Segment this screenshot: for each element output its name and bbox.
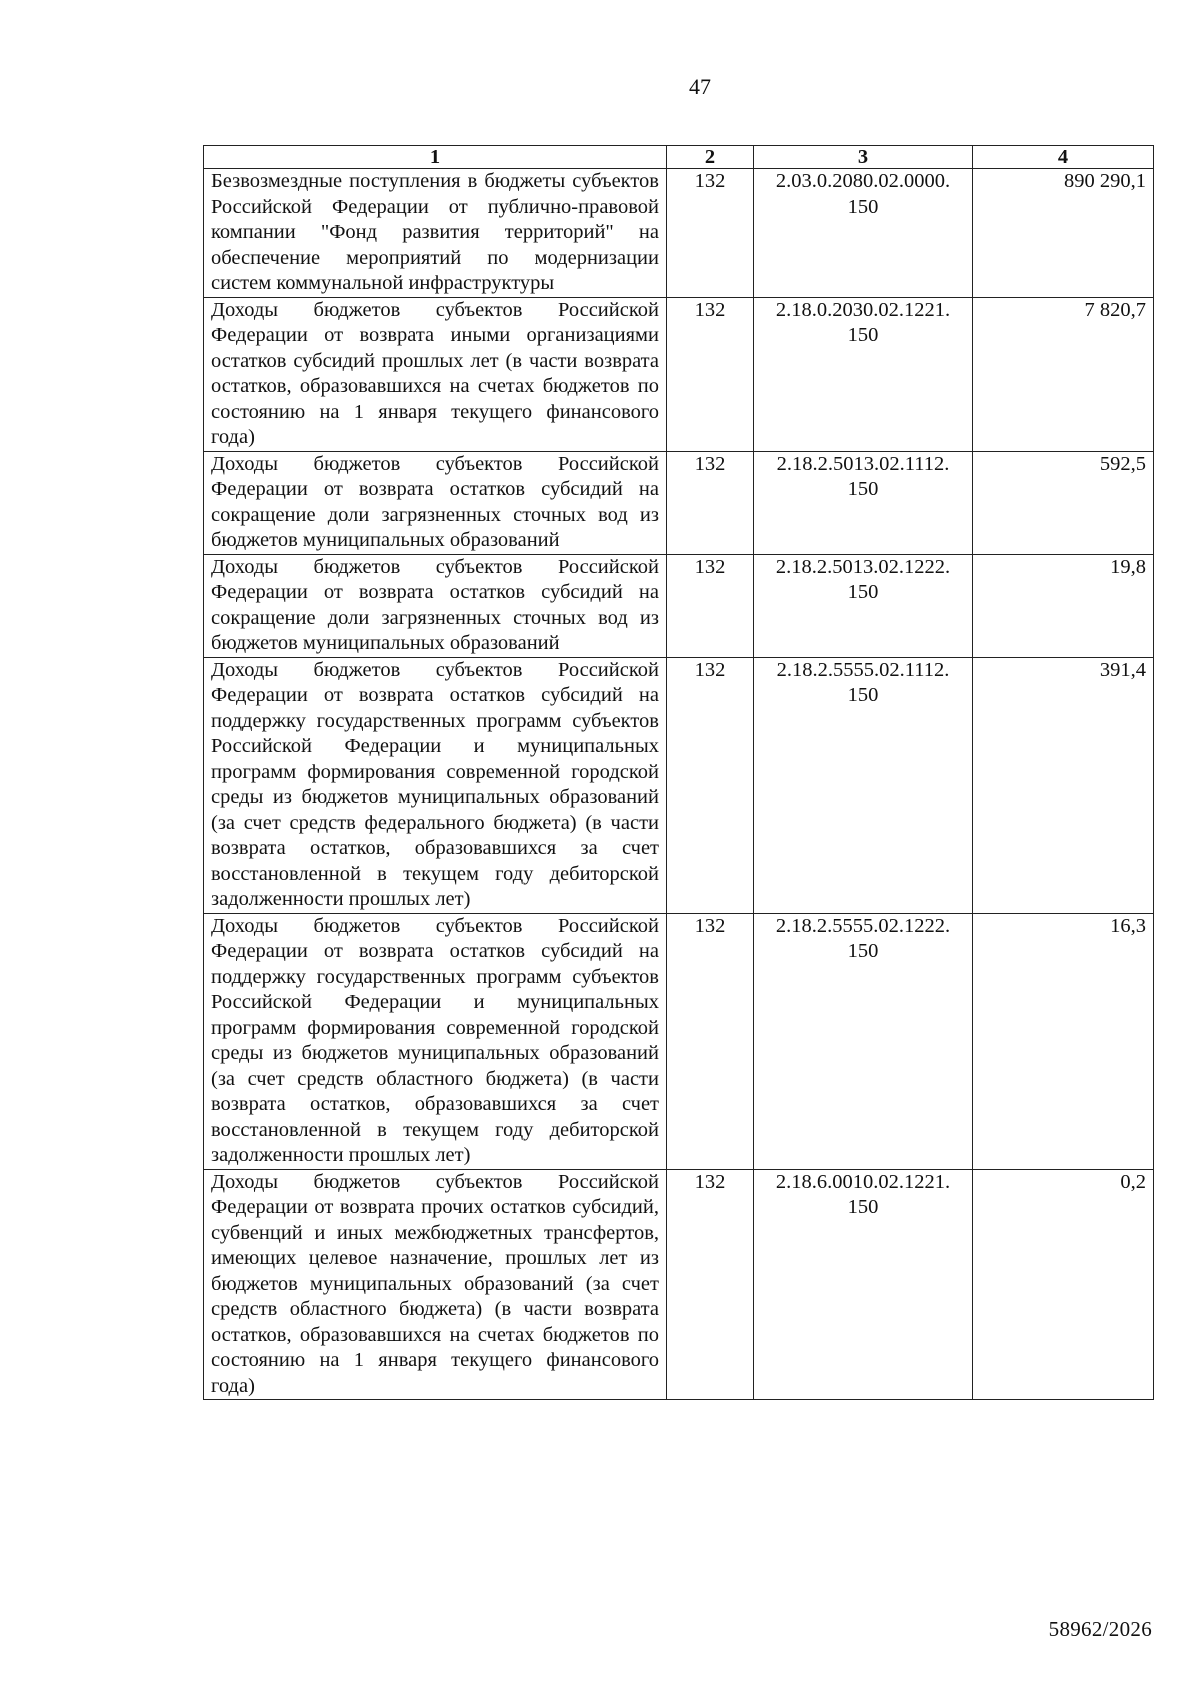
row-admin-code: 132 [667, 169, 754, 298]
row-admin-code: 132 [667, 657, 754, 913]
budget-code-main: 2.18.0.2030.02.1221. [775, 298, 951, 321]
row-budget-code [754, 554, 973, 657]
row-amount: 890 290,1 [973, 169, 1154, 298]
row-amount: 391,4 [973, 657, 1154, 913]
row-description: Доходы бюджетов субъектов Российской Федерации от возврата прочих остатков субсидий, субвенций и иных межбюджетных трансфертов, имеющих целевое назначение, прошлых лет из бюджетов муниципальных образований (за счет средств областного бюджета) (в части возврата остатков, образовавшихся на счетах бюджетов по состоянию на 1 января текущего финансового года) [204, 1169, 667, 1400]
table-row [204, 657, 1154, 913]
revenue-table [203, 145, 1154, 1400]
row-description: Доходы бюджетов субъектов Российской Федерации от возврата иными организациями остатков субсидий прошлых лет (в части возврата остатков, образовавшихся на счетах бюджетов по состоянию на 1 января текущего финансового года) [204, 297, 667, 451]
row-admin-code: 132 [667, 297, 754, 451]
page-number: 47 [689, 74, 711, 99]
row-budget-code [754, 297, 973, 451]
budget-code-suffix: 150 [847, 324, 879, 346]
row-budget-code [754, 657, 973, 913]
budget-code-main: 2.18.6.0010.02.1221. [775, 1170, 951, 1193]
table-row [204, 451, 1154, 554]
budget-code-main: 2.18.2.5013.02.1222. [775, 555, 951, 578]
row-amount: 19,8 [973, 554, 1154, 657]
table-row [204, 913, 1154, 1169]
row-admin-code: 132 [667, 1169, 754, 1400]
row-description: Доходы бюджетов субъектов Российской Федерации от возврата остатков субсидий на сокращение доли загрязненных сточных вод из бюджетов муниципальных образований [204, 451, 667, 554]
table-row [204, 554, 1154, 657]
row-admin-code: 132 [667, 554, 754, 657]
table-header-row [204, 146, 1154, 169]
budget-code-main: 2.03.0.2080.02.0000. [775, 170, 951, 192]
budget-code-main: 2.18.2.5555.02.1222. [775, 914, 951, 937]
budget-code-suffix: 150 [847, 1196, 879, 1218]
row-description: Доходы бюджетов субъектов Российской Федерации от возврата остатков субсидий на сокращение доли загрязненных сточных вод из бюджетов муниципальных образований [204, 554, 667, 657]
budget-code-main: 2.18.2.5555.02.1112. [776, 658, 950, 681]
row-amount: 0,2 [973, 1169, 1154, 1400]
column-header-1: 1 [204, 146, 667, 169]
document-registration-number: 58962/2026 [1048, 1617, 1152, 1641]
budget-code-suffix: 150 [847, 684, 879, 706]
column-header-2: 2 [667, 146, 754, 169]
row-description: Доходы бюджетов субъектов Российской Федерации от возврата остатков субсидий на поддержку государственных программ субъектов Российской Федерации и муниципальных программ формирования современной городской среды из бюджетов муниципальных образований (за счет средств федерального бюджета) (в части возврата остатков, образовавшихся за счет восстановленной в текущем году дебиторской задолженности прошлых лет) [204, 657, 667, 913]
row-amount: 592,5 [973, 451, 1154, 554]
row-admin-code: 132 [667, 451, 754, 554]
column-header-3: 3 [754, 146, 973, 169]
budget-code-suffix: 150 [847, 940, 879, 962]
row-amount: 16,3 [973, 913, 1154, 1169]
row-budget-code [754, 913, 973, 1169]
row-budget-code [754, 451, 973, 554]
row-budget-code [754, 1169, 973, 1400]
row-admin-code: 132 [667, 913, 754, 1169]
table-row [204, 169, 1154, 298]
budget-code-main: 2.18.2.5013.02.1112. [776, 452, 950, 475]
table-row [204, 1169, 1154, 1400]
column-header-4: 4 [973, 146, 1154, 169]
row-description: Безвозмездные поступления в бюджеты субъектов Российской Федерации от публично-правовой компании "Фонд развития территорий" на обеспечение мероприятий по модернизации систем коммунальной инфраструктуры [204, 169, 667, 298]
table-row [204, 297, 1154, 451]
row-description: Доходы бюджетов субъектов Российской Федерации от возврата остатков субсидий на поддержку государственных программ субъектов Российской Федерации и муниципальных программ формирования современной городской среды из бюджетов муниципальных образований (за счет средств областного бюджета) (в части возврата остатков, образовавшихся за счет восстановленной в текущем году дебиторской задолженности прошлых лет) [204, 913, 667, 1169]
budget-code-suffix: 150 [847, 195, 879, 218]
row-budget-code [754, 169, 973, 298]
row-amount: 7 820,7 [973, 297, 1154, 451]
budget-code-suffix: 150 [847, 478, 879, 500]
budget-code-suffix: 150 [847, 581, 879, 603]
